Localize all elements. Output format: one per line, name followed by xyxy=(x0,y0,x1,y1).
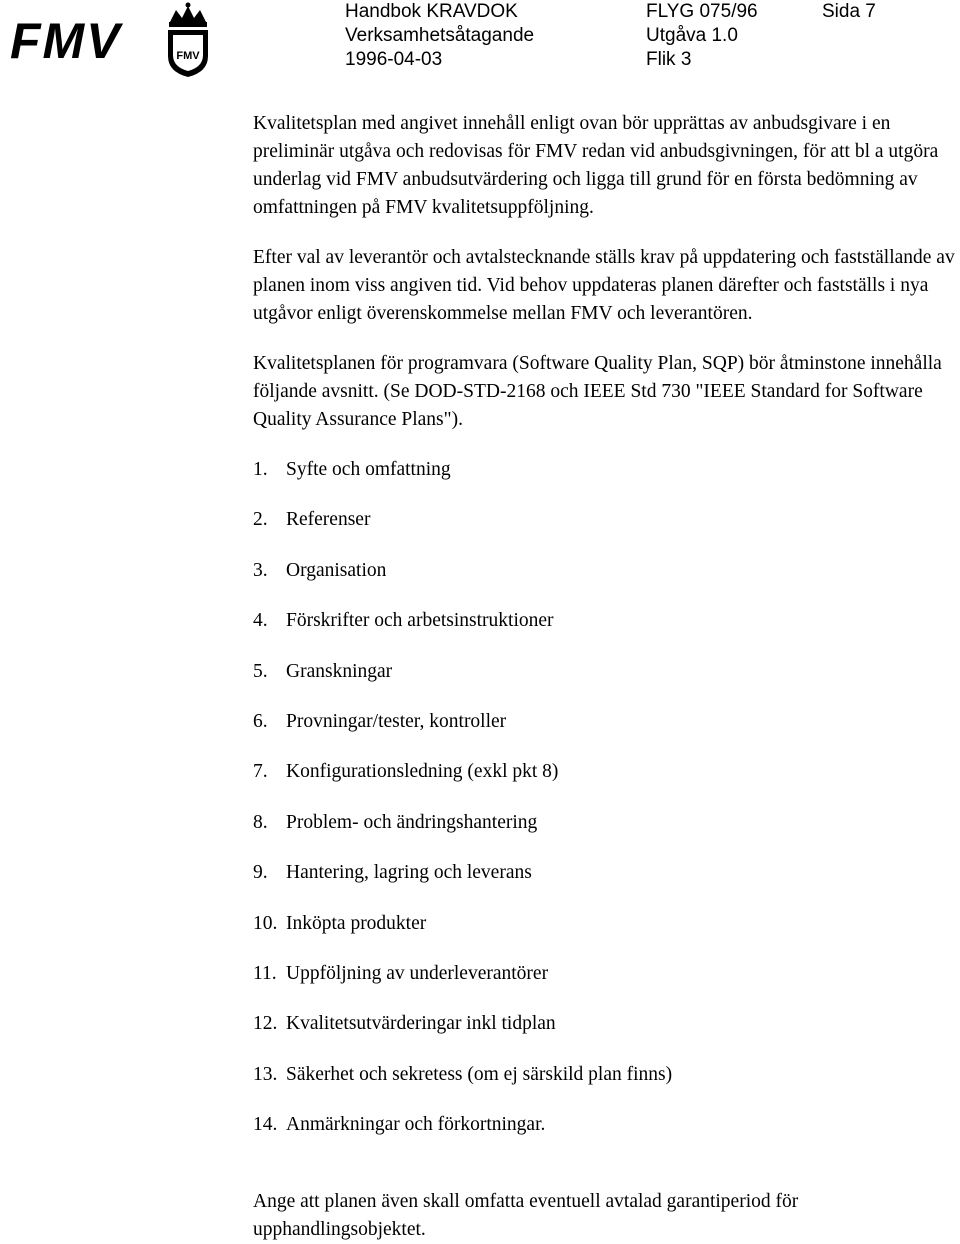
list-item: 7. Konfigurationsledning (exkl pkt 8) xyxy=(253,761,559,783)
paragraph-warranty: Ange att planen även skall omfatta eventuell avtalad garantiperiod för upphandlingsobjektet. xyxy=(253,1191,799,1240)
list-item: 4. Förskrifter och arbetsinstruktioner xyxy=(253,610,554,632)
document-body xyxy=(253,110,958,1161)
list-item: 6. Provningar/tester, kontroller xyxy=(253,710,507,732)
sqp-section-list xyxy=(253,456,958,1161)
page-number: Sida 7 xyxy=(822,1,876,22)
fmv-logo xyxy=(10,2,246,78)
list-item: 1. Syfte och omfattning xyxy=(253,459,451,480)
paragraph-supplier-update: Efter val av leverantör och avtalstecknande ställs krav på uppdatering och fastställande av planen inom viss angiven tid. Vid behov uppdateras planen därefter och fastställs i nya utgåvor enligt överenskommelse mellan FMV och leverantören. xyxy=(253,247,955,324)
list-item: 13. Säkerhet och sekretess (om ej särskild plan finns) xyxy=(253,1063,673,1085)
paragraph-quality-plan: Kvalitetsplan med angivet innehåll enligt ovan bör upprättas av anbudsgivare i en preliminär utgåva och redovisas för FMV redan vid anbudsgivningen, för att bl a utgöra underlag vid FMV anbudsutvärdering och ligga till grund för en första bedömning av omfattningen på FMV kvalitetsuppföljning. xyxy=(253,113,939,218)
fmv-logo-text: FMV xyxy=(10,13,122,69)
crest-text: FMV xyxy=(176,50,200,62)
list-item: 12. Kvalitetsutvärderingar inkl tidplan xyxy=(253,1013,556,1035)
list-item: 9. Hantering, lagring och leverans xyxy=(253,862,532,884)
list-item: 5. Granskningar xyxy=(253,660,393,682)
edition-label: Utgåva 1.0 xyxy=(646,25,738,46)
activity-label: Verksamhetsåtagande xyxy=(345,25,535,46)
list-item: 3. Organisation xyxy=(253,559,387,581)
royal-crest-icon xyxy=(168,3,208,78)
handbook-title: Handbok KRAVDOK xyxy=(345,1,518,22)
list-item: 11. Uppföljning av underleverantörer xyxy=(253,962,549,984)
list-item: 2. Referenser xyxy=(253,509,371,531)
doc-id: FLYG 075/96 xyxy=(646,1,758,22)
list-item: 14. Anmärkningar och förkortningar. xyxy=(253,1114,546,1136)
list-item: 10. Inköpta produkter xyxy=(253,912,427,934)
paragraph-sqp-contents: Kvalitetsplanen för programvara (Software Quality Plan, SQP) bör åtminstone innehålla följande avsnitt. (Se DOD-STD-2168 och IEEE Std 730 "IEEE Standard for Software Quality Assurance Plans"). xyxy=(253,353,942,430)
list-item: 8. Problem- och ändringshantering xyxy=(253,811,538,833)
tab-label: Flik 3 xyxy=(646,49,692,70)
date-label: 1996-04-03 xyxy=(345,49,443,70)
